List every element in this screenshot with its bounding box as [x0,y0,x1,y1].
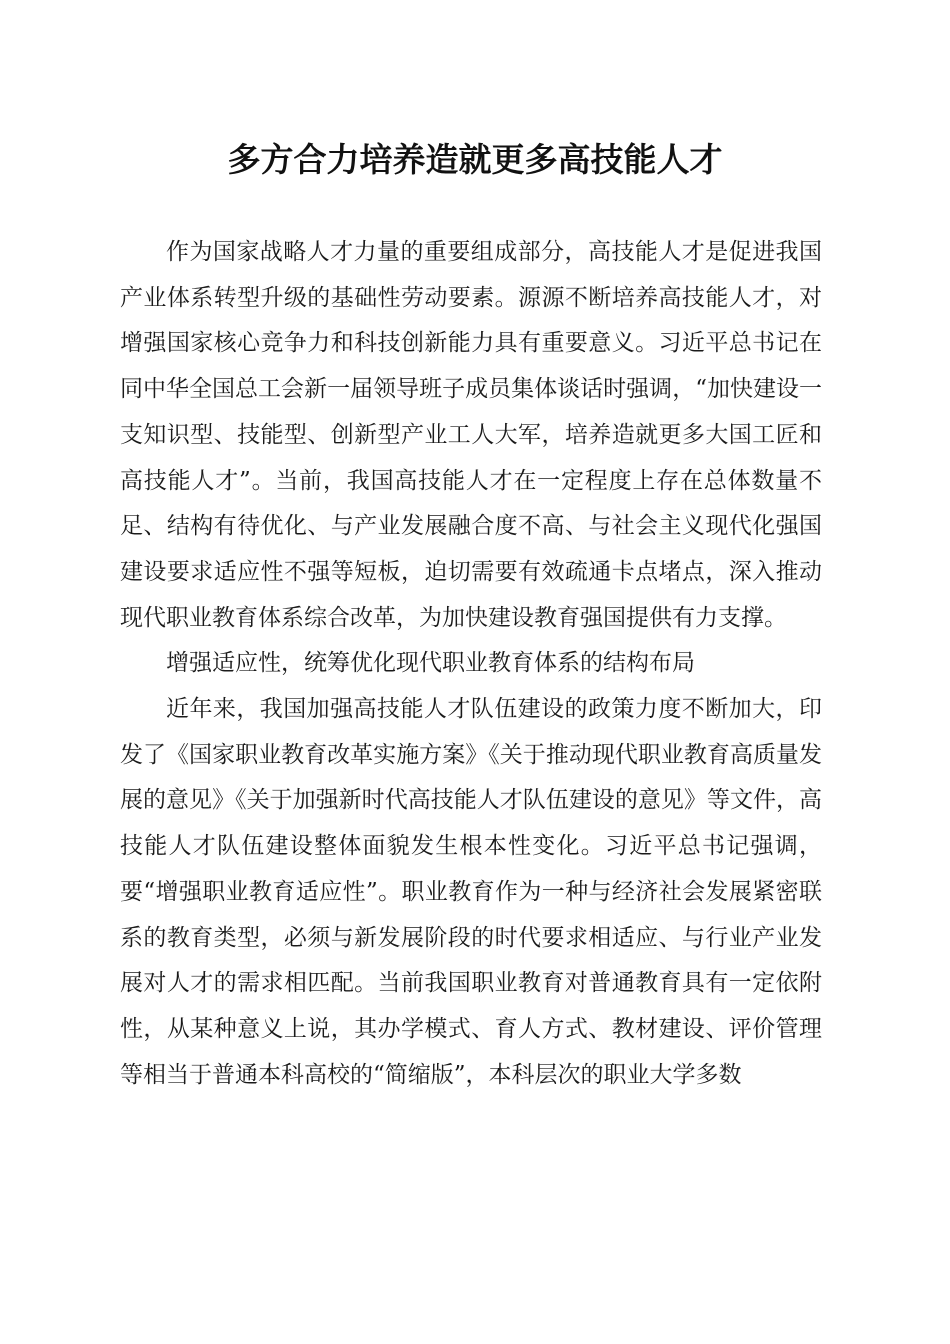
paragraph-section-1: 近年来，我国加强高技能人才队伍建设的政策力度不断加大，印发了《国家职业教育改革实施方案》《关于推动现代职业教育高质量发展的意见》《关于加强新时代高技能人才队伍建设的意见》等文件，高技能人才队伍建设整体面貌发生根本性变化。习近平总书记强调，要“增强职业教育适应性”。职业教育作为一种与经济社会发展紧密联系的教育类型，必须与新发展阶段的时代要求相适应、与行业产业发展对人才的需求相匹配。当前我国职业教育对普通教育具有一定依附性，从某种意义上说，其办学模式、育人方式、教材建设、评价管理等相当于普通本科高校的“简缩版”，本科层次的职业大学多数 [120,696,822,1088]
section-heading: 增强适应性，统筹优化现代职业教育体系的结构布局 [166,650,695,677]
document-title: 多方合力培养造就更多高技能人才 [227,140,723,179]
paragraph-intro: 作为国家战略人才力量的重要组成部分，高技能人才是促进我国产业体系转型升级的基础性劳动要素。源源不断培养高技能人才，对增强国家核心竞争力和科技创新能力具有重要意义。习近平总书记在同中华全国总工会新一届领导班子成员集体谈话时强调，“加快建设一支知识型、技能型、创新型产业工人大军，培养造就更多大国工匠和高技能人才”。当前，我国高技能人才在一定程度上存在总体数量不足、结构有待优化、与产业发展融合度不高、与社会主义现代化强国建设要求适应性不强等短板，迫切需要有效疏通卡点堵点，深入推动现代职业教育体系综合改革，为加快建设教育强国提供有力支撑。 [120,239,822,631]
document-body [120,230,822,1098]
